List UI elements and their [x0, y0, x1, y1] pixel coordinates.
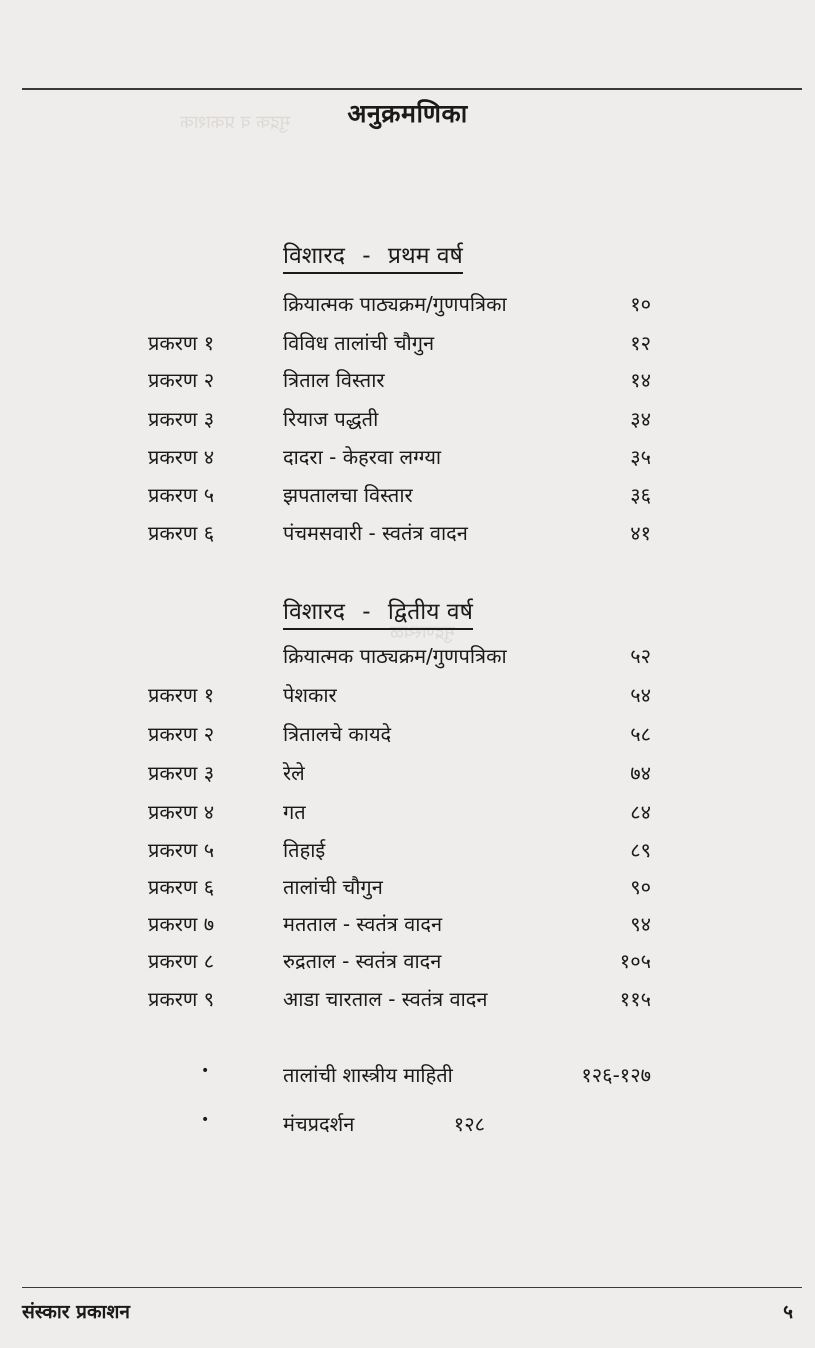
chapter-label: प्रकरण ९ — [148, 987, 215, 1011]
chapter-label: प्रकरण १ — [148, 331, 215, 355]
page-number: ३४ — [630, 407, 651, 431]
toc-entry: मतताल - स्वतंत्र वादन — [283, 912, 443, 936]
toc-row — [0, 290, 815, 324]
page-number: १२ — [630, 331, 651, 355]
toc-entry: पेशकार — [283, 683, 337, 707]
chapter-label: प्रकरण ६ — [148, 521, 215, 545]
toc-row — [0, 329, 815, 363]
page-number: ४१ — [630, 521, 651, 545]
toc-entry: क्रियात्मक पाठ्यक्रम/गुणपत्रिका — [283, 292, 507, 316]
chapter-label: प्रकरण ४ — [148, 445, 215, 469]
toc-entry: रुद्रताल - स्वतंत्र वादन — [283, 949, 442, 973]
chapter-label: प्रकरण ८ — [148, 949, 215, 973]
toc-row — [0, 910, 815, 944]
toc-row — [0, 873, 815, 907]
toc-row — [0, 985, 815, 1019]
top-rule — [22, 88, 802, 90]
toc-row — [0, 681, 815, 715]
chapter-label: प्रकरण ५ — [148, 483, 215, 507]
toc-entry: गत — [283, 800, 306, 824]
section-heading-second-year — [283, 594, 473, 630]
toc-row — [0, 759, 815, 793]
page-number: ५४ — [630, 683, 651, 707]
toc-entry: त्रिताल विस्तार — [283, 368, 385, 392]
page-number: ३५ — [630, 445, 651, 469]
chapter-label: प्रकरण ३ — [148, 407, 215, 431]
toc-row-extra — [0, 1061, 815, 1095]
page-number: १० — [630, 292, 651, 316]
toc-row — [0, 366, 815, 400]
toc-row-extra — [0, 1110, 815, 1144]
toc-row — [0, 519, 815, 553]
chapter-label: प्रकरण ६ — [148, 875, 215, 899]
toc-row — [0, 642, 815, 676]
chapter-label: प्रकरण ७ — [148, 912, 215, 936]
section-heading-label: विशारद — [283, 599, 345, 625]
section-heading-label: विशारद — [283, 243, 345, 269]
page-number: ७४ — [630, 761, 651, 785]
toc-row — [0, 443, 815, 477]
page-number: ३६ — [630, 483, 651, 507]
page-number: ९४ — [630, 912, 651, 936]
page-number: ९० — [630, 875, 651, 899]
toc-row — [0, 947, 815, 981]
toc-entry: पंचमसवारी - स्वतंत्र वादन — [283, 521, 468, 545]
toc-entry: आडा चारताल - स्वतंत्र वादन — [283, 987, 488, 1011]
page-number: ८९ — [630, 838, 651, 862]
page-number: १०५ — [619, 949, 651, 973]
bullet-icon: • — [201, 1063, 210, 1079]
page-number: १२६-१२७ — [581, 1063, 651, 1087]
toc-entry: तालांची शास्त्रीय माहिती — [283, 1063, 453, 1087]
chapter-label: प्रकरण ५ — [148, 838, 215, 862]
chapter-label: प्रकरण २ — [148, 368, 215, 392]
section-heading-year: द्वितीय वर्ष — [387, 599, 473, 625]
page-number: ५२ — [630, 644, 651, 668]
toc-row — [0, 405, 815, 439]
chapter-label: प्रकरण १ — [148, 683, 215, 707]
toc-row — [0, 481, 815, 515]
section-heading-year: प्रथम वर्ष — [387, 243, 463, 269]
section-heading-separator: - — [362, 243, 371, 269]
bullet-icon: • — [201, 1112, 210, 1128]
toc-entry: तिहाई — [283, 838, 326, 862]
page-number: १४ — [630, 368, 651, 392]
bleed-through-text: मुद्रणस्थळ — [390, 622, 456, 643]
toc-entry: रेले — [283, 761, 305, 785]
toc-entry: रियाज पद्धती — [283, 407, 379, 431]
section-heading-first-year — [283, 238, 463, 274]
toc-entry: झपतालचा विस्तार — [283, 483, 413, 507]
page-number: १२८ — [453, 1112, 485, 1136]
toc-row — [0, 836, 815, 870]
bottom-rule — [22, 1287, 802, 1288]
toc-entry: क्रियात्मक पाठ्यक्रम/गुणपत्रिका — [283, 644, 507, 668]
section-heading-underline — [283, 238, 463, 274]
footer-publisher: संस्कार प्रकाशन — [22, 1301, 130, 1323]
toc-entry: तालांची चौगुन — [283, 875, 383, 899]
chapter-label: प्रकरण २ — [148, 722, 215, 746]
footer-page-number: ५ — [783, 1301, 793, 1323]
chapter-label: प्रकरण ४ — [148, 800, 215, 824]
toc-entry: त्रितालचे कायदे — [283, 722, 392, 746]
page-number: ५८ — [630, 722, 651, 746]
chapter-label: प्रकरण ३ — [148, 761, 215, 785]
toc-row — [0, 798, 815, 832]
bleed-through-text: मुद्रक व प्रकाशक — [180, 112, 291, 133]
toc-row — [0, 720, 815, 754]
section-heading-separator: - — [362, 599, 371, 625]
page-title: अनुक्रमणिका — [347, 99, 468, 128]
toc-entry: मंचप्रदर्शन — [283, 1112, 355, 1136]
toc-entry: दादरा - केहरवा लग्ग्या — [283, 445, 442, 469]
page-number: ११५ — [619, 987, 651, 1011]
toc-entry: विविध तालांची चौगुन — [283, 331, 435, 355]
page-number: ८४ — [630, 800, 651, 824]
section-heading-underline — [283, 594, 473, 630]
